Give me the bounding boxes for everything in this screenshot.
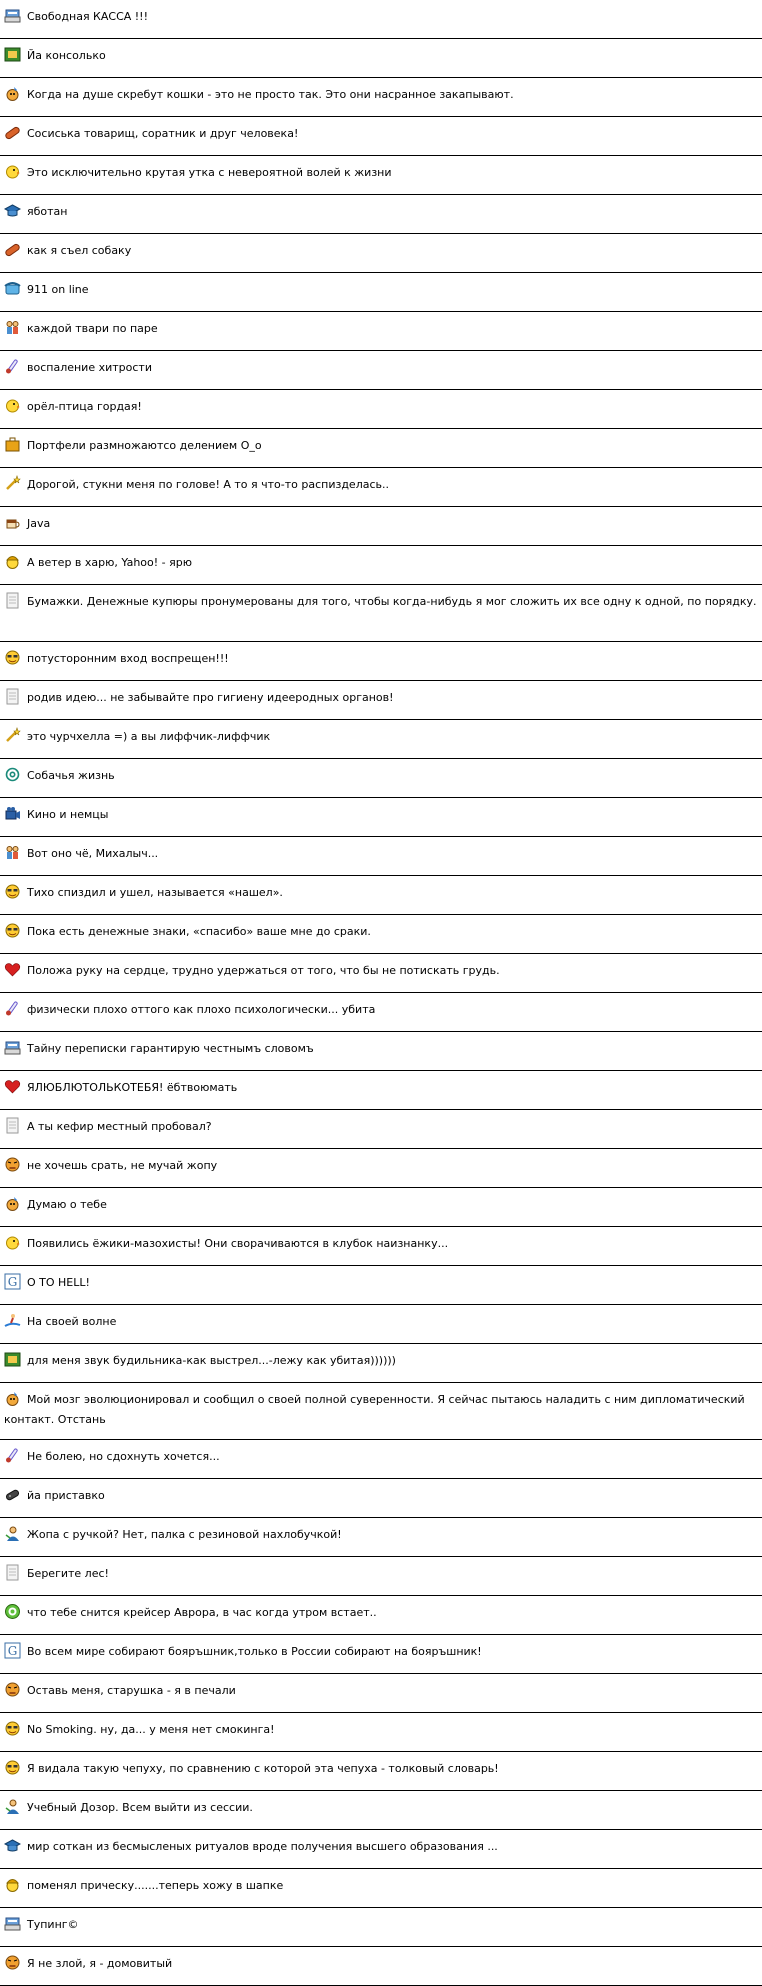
svg-text:G: G — [7, 1644, 18, 1658]
status-text: как я съел собаку — [27, 244, 132, 257]
status-row — [0, 1791, 762, 1830]
svg-text:G: G — [7, 1275, 18, 1289]
paper-icon — [4, 1564, 21, 1581]
duck-icon — [4, 163, 21, 180]
paper-icon — [4, 592, 21, 609]
status-text: каждой твари по паре — [27, 322, 158, 335]
status-row — [0, 759, 762, 798]
status-row — [0, 1110, 762, 1149]
cat-icon — [4, 1195, 21, 1212]
status-row — [0, 1830, 762, 1869]
status-row — [0, 1947, 762, 1986]
console-icon — [4, 46, 21, 63]
person-icon — [4, 1798, 21, 1815]
status-text: Бумажки. Денежные купюры пронумерованы для того, чтобы когда-нибудь я мог сложить их все одну к одной, по порядку. — [27, 595, 757, 608]
status-row — [0, 117, 762, 156]
cash-register-icon — [4, 7, 21, 24]
coffee-icon — [4, 514, 21, 531]
status-row — [0, 273, 762, 312]
thermometer-icon — [4, 1000, 21, 1017]
status-text: поменял прическу.......теперь хожу в шапке — [27, 1879, 284, 1892]
smiley-glasses-icon — [4, 649, 21, 666]
status-row — [0, 876, 762, 915]
status-row — [0, 720, 762, 759]
status-text: На своей волне — [27, 1315, 117, 1328]
status-row — [0, 681, 762, 720]
status-row — [0, 1440, 762, 1479]
wifi-icon — [4, 1603, 21, 1620]
status-row — [0, 915, 762, 954]
camera-icon — [4, 805, 21, 822]
status-row — [0, 1635, 762, 1674]
status-row — [0, 468, 762, 507]
status-text: 911 on line — [27, 283, 89, 296]
status-row — [0, 312, 762, 351]
status-row — [0, 1596, 762, 1635]
status-row — [0, 1383, 762, 1440]
status-row — [0, 1557, 762, 1596]
status-text: воспаление хитрости — [27, 361, 152, 374]
status-row — [0, 1344, 762, 1383]
status-row — [0, 546, 762, 585]
status-text: Положа руку на сердце, трудно удержаться от того, что бы не потискать грудь. — [27, 964, 500, 977]
status-text: орёл-птица гордая! — [27, 400, 142, 413]
status-row — [0, 1149, 762, 1188]
surfer-icon — [4, 1312, 21, 1329]
status-row — [0, 954, 762, 993]
paper-icon — [4, 1117, 21, 1134]
status-row — [0, 234, 762, 273]
person-icon — [4, 1525, 21, 1542]
status-text: родив идею... не забывайте про гигиену идееродных органов! — [27, 691, 394, 704]
status-text: Пока есть денежные знаки, «спасибо» ваше мне до сраки. — [27, 925, 371, 938]
status-row — [0, 39, 762, 78]
status-row — [0, 507, 762, 546]
status-text: Тупинг© — [27, 1918, 79, 1931]
people-icon — [4, 319, 21, 336]
status-text: Йа консолько — [27, 49, 106, 62]
status-text: Я видала такую чепуху, по сравнению с которой эта чепуха - толковый словарь! — [27, 1762, 499, 1775]
status-text: Java — [27, 517, 51, 530]
google-icon — [4, 1642, 21, 1659]
wand-icon — [4, 727, 21, 744]
briefcase-icon — [4, 436, 21, 453]
status-row — [0, 0, 762, 39]
smiley-glasses-icon — [4, 883, 21, 900]
status-row — [0, 351, 762, 390]
status-text: Я не злой, я - домовитый — [27, 1957, 173, 1970]
status-text: потусторонним вход воспрещен!!! — [27, 652, 229, 665]
status-text: Думаю о тебе — [27, 1198, 107, 1211]
cash-register-icon — [4, 1915, 21, 1932]
status-row — [0, 993, 762, 1032]
status-text: Это исключительно крутая утка с невероятной волей к жизни — [27, 166, 392, 179]
sausage-icon — [4, 124, 21, 141]
smiley-angry-icon — [4, 1954, 21, 1971]
graduation-cap-icon — [4, 1837, 21, 1854]
status-text: не хочешь срать, не мучай жопу — [27, 1159, 218, 1172]
status-text: Когда на душе скребут кошки - это не просто так. Это они насранное закапывают. — [27, 88, 514, 101]
status-text: Оставь меня, старушка - я в печали — [27, 1684, 236, 1697]
status-row — [0, 798, 762, 837]
status-text: А ты кефир местный пробовал? — [27, 1120, 212, 1133]
status-row — [0, 195, 762, 234]
status-text: Учебный Дозор. Всем выйти из сессии. — [27, 1801, 253, 1814]
status-row — [0, 1752, 762, 1791]
smiley-angry-icon — [4, 1681, 21, 1698]
status-row — [0, 585, 762, 642]
status-text: физически плохо оттого как плохо психологически... убита — [27, 1003, 376, 1016]
status-text: Вот оно чё, Михалыч... — [27, 847, 159, 860]
cash-register-icon — [4, 1039, 21, 1056]
heart-icon — [4, 1078, 21, 1095]
status-text: Дорогой, стукни меня по голове! А то я что-то распизделась.. — [27, 478, 389, 491]
status-row — [0, 1674, 762, 1713]
status-row — [0, 1518, 762, 1557]
gamepad-icon — [4, 1486, 21, 1503]
status-row — [0, 78, 762, 117]
status-text: мир соткан из бесмысленых ритуалов вроде получения высшего образования ... — [27, 1840, 498, 1853]
status-row — [0, 1266, 762, 1305]
status-row — [0, 390, 762, 429]
thermometer-icon — [4, 358, 21, 375]
cat-icon — [4, 85, 21, 102]
status-row — [0, 1908, 762, 1947]
heart-icon — [4, 961, 21, 978]
status-text: Сосиська товарищ, соратник и друг человека! — [27, 127, 299, 140]
status-text: Жопа с ручкой? Нет, палка с резиновой нахлобучкой! — [27, 1528, 342, 1541]
status-row — [0, 642, 762, 681]
status-row — [0, 429, 762, 468]
status-text: Тайну переписки гарантирую честнымъ словомъ — [27, 1042, 314, 1055]
thermometer-icon — [4, 1447, 21, 1464]
status-text: О ТО HELL! — [27, 1276, 90, 1289]
status-text: Не болею, но сдохнуть хочется... — [27, 1450, 220, 1463]
phone-icon — [4, 280, 21, 297]
status-text: для меня звук будильника-как выстрел...-лежу как убитая)))))) — [27, 1354, 396, 1367]
smiley-glasses-icon — [4, 1720, 21, 1737]
at-sign-icon — [4, 766, 21, 783]
status-text: No Smoking. ну, да... у меня нет смокинга! — [27, 1723, 275, 1736]
status-text: А ветер в харю, Yahoo! - ярю — [27, 556, 192, 569]
duck-icon — [4, 397, 21, 414]
status-row — [0, 1071, 762, 1110]
status-row — [0, 1227, 762, 1266]
status-text: Во всем мире собирают бояръшник,только в России собирают на бояръшник! — [27, 1645, 482, 1658]
status-text: Свободная КАССА !!! — [27, 10, 149, 23]
paper-icon — [4, 688, 21, 705]
status-text: Мой мозг эволюционировал и сообщил о своей полной суверенности. Я сейчас пытаюсь наладить с ним дипломатический контакт. Отстань — [4, 1393, 745, 1426]
status-text: Собачья жизнь — [27, 769, 115, 782]
status-row — [0, 156, 762, 195]
status-text: это чурчхелла =) а вы лиффчик-лиффчик — [27, 730, 271, 743]
status-text: Тихо спиздил и ушел, называется «нашел». — [27, 886, 283, 899]
smiley-hat-icon — [4, 553, 21, 570]
status-text: Кино и немцы — [27, 808, 109, 821]
smiley-glasses-icon — [4, 1759, 21, 1776]
cat-icon — [4, 1390, 21, 1407]
smiley-angry-icon — [4, 1156, 21, 1173]
status-row — [0, 1713, 762, 1752]
google-icon — [4, 1273, 21, 1290]
status-text: ЯЛЮБЛЮТОЛЬКОТЕБЯ! ёбтвоюмать — [27, 1081, 238, 1094]
wand-icon — [4, 475, 21, 492]
status-row — [0, 1479, 762, 1518]
status-text: Берегите лес! — [27, 1567, 109, 1580]
status-row — [0, 1188, 762, 1227]
people-icon — [4, 844, 21, 861]
status-text: Портфели размножаютсо делением О_о — [27, 439, 262, 452]
smiley-hat-icon — [4, 1876, 21, 1893]
smiley-glasses-icon — [4, 922, 21, 939]
console-icon — [4, 1351, 21, 1368]
status-text: Появились ёжики-мазохисты! Они сворачиваются в клубок наизнанку... — [27, 1237, 449, 1250]
graduation-cap-icon — [4, 202, 21, 219]
status-row — [0, 837, 762, 876]
status-row — [0, 1305, 762, 1344]
duck-icon — [4, 1234, 21, 1251]
sausage-icon — [4, 241, 21, 258]
status-row — [0, 1869, 762, 1908]
status-text: йа приставко — [27, 1489, 105, 1502]
status-text: яботан — [27, 205, 68, 218]
status-row — [0, 1032, 762, 1071]
status-text: что тебе снится крейсер Аврора, в час когда утром встает.. — [27, 1606, 377, 1619]
